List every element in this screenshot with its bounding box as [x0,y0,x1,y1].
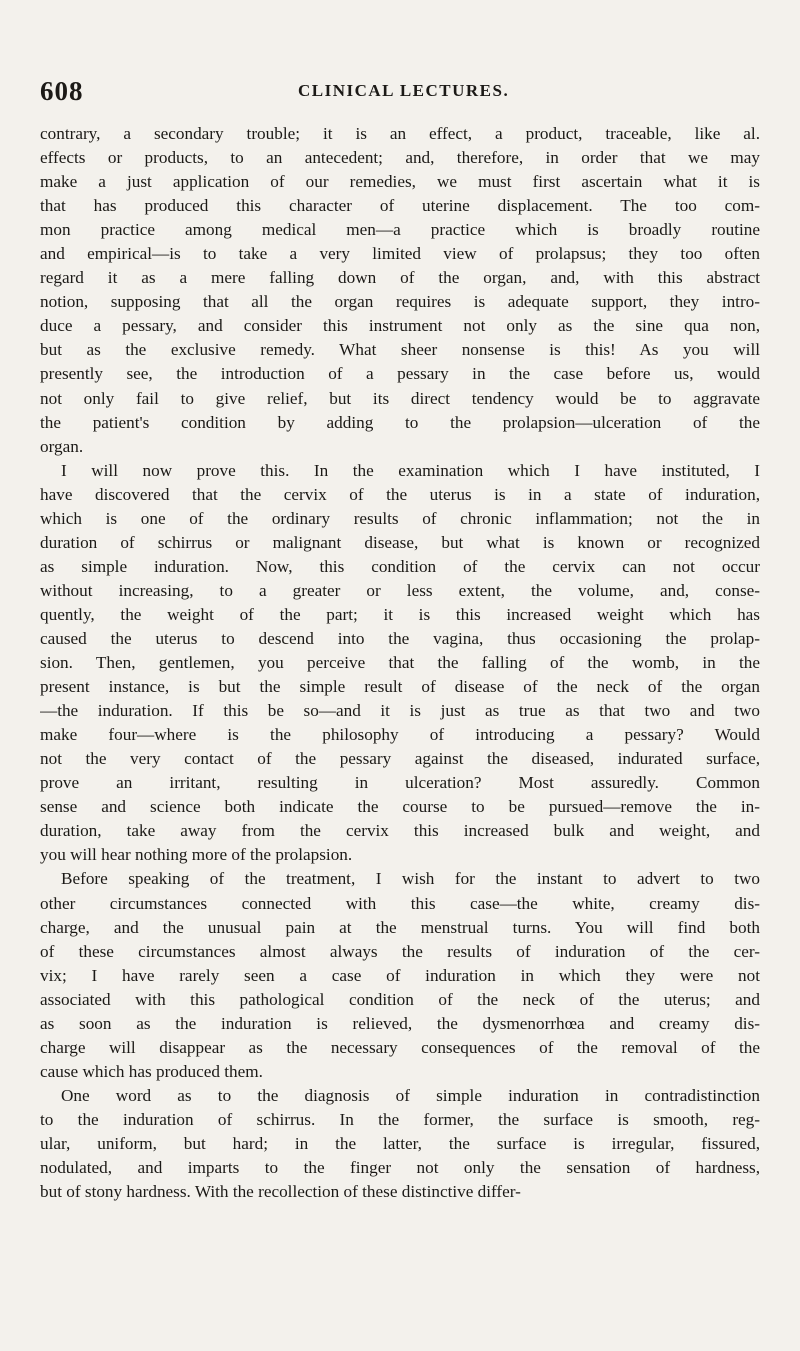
running-title: CLINICAL LECTURES. [298,81,510,100]
text-line: caused the uterus to descend into the vagina, thus occasioning the prolap- [40,628,760,648]
text-line: charge, and the unusual pain at the menstrual turns. You will find both [40,917,760,937]
text-line: mon practice among medical men—a practice which is broadly routine [40,220,760,240]
paragraph [40,459,760,868]
text-line: make four—where is the philosophy of introducing a pessary? Would [40,725,760,745]
paragraph [40,1084,760,1204]
text-line: —the induration. If this be so—and it is just as true as that two and two [40,701,760,721]
text-line: nodulated, and imparts to the finger not only the sensation of hardness, [40,1158,760,1178]
text-line: charge will disappear as the necessary consequences of the removal of the [40,1037,760,1057]
text-line: make a just application of our remedies, we must first ascertain what it is [40,172,760,192]
text-line: sion. Then, gentlemen, you perceive that the falling of the womb, in the [40,653,760,673]
text-line: other circumstances connected with this case—the white, creamy dis- [40,893,760,913]
text-line: contrary, a secondary trouble; it is an effect, a product, traceable, like al. [40,124,760,143]
text-line: Before speaking of the treatment, I wish for the instant to advert to two [61,869,760,889]
paragraph [40,867,760,1083]
text-line: present instance, is but the simple result of disease of the neck of the organ [40,677,760,697]
text-line: prove an irritant, resulting in ulceration? Most assuredly. Common [40,773,760,793]
text-line: not only fail to give relief, but its direct tendency would be to aggravate [40,388,760,408]
text-line: regard it as a mere falling down of the organ, and, with this abstract [40,268,760,288]
text-line: ular, uniform, but hard; in the latter, the surface is irregular, fissured, [40,1133,760,1153]
body-text [40,122,760,1204]
text-line: but as the exclusive remedy. What sheer nonsense is this! As you will [40,340,760,360]
text-line: duration, take away from the cervix this increased bulk and weight, and [40,821,760,841]
page-number: 608 [40,76,84,106]
text-line: duration of schirrus or malignant disease, but what is known or recognized [40,532,760,552]
text-line: not the very contact of the pessary against the diseased, indurated surface, [40,749,760,769]
paragraph [40,122,760,459]
text-line: the patient's condition by adding to the prolapsion—ulceration of the [40,412,760,432]
text-line: as simple induration. Now, this condition of the cervix can not occur [40,556,760,576]
text-line: presently see, the introduction of a pessary in the case before us, would [40,364,760,384]
text-line: One word as to the diagnosis of simple induration in contradistinction [61,1085,760,1105]
text-line: of these circumstances almost always the results of induration of the cer- [40,941,760,961]
text-line: notion, supposing that all the organ requires is adequate support, they intro- [40,292,760,312]
text-line: as soon as the induration is relieved, the dysmenorrhœa and creamy dis- [40,1013,760,1033]
text-line: duce a pessary, and consider this instrument not only as the sine qua non, [40,316,760,336]
text-line: that has produced this character of uterine displacement. The too com- [40,196,760,216]
text-line: cause which has produced them. [40,1061,263,1081]
running-head [40,76,760,106]
text-line: I will now prove this. In the examination which I have instituted, I [61,460,760,480]
text-line: associated with this pathological condition of the neck of the uterus; and [40,989,760,1009]
text-line: have discovered that the cervix of the uterus is in a state of induration, [40,484,760,504]
text-line: to the induration of schirrus. In the former, the surface is smooth, reg- [40,1109,760,1129]
text-line: you will hear nothing more of the prolapsion. [40,845,353,865]
text-line: vix; I have rarely seen a case of induration in which they were not [40,965,760,985]
text-line: sense and science both indicate the course to be pursued—remove the in- [40,797,760,817]
text-line: organ. [40,436,84,456]
text-line: but of stony hardness. With the recollection of these distinctive differ- [40,1182,521,1202]
text-line: and empirical—is to take a very limited view of prolapsus; they too often [40,244,760,264]
text-line: which is one of the ordinary results of chronic inflammation; not the in [40,508,760,528]
text-line: quently, the weight of the part; it is this increased weight which has [40,604,760,624]
text-line: without increasing, to a greater or less extent, the volume, and, conse- [40,580,760,600]
text-line: effects or products, to an antecedent; and, therefore, in order that we may [40,148,760,168]
